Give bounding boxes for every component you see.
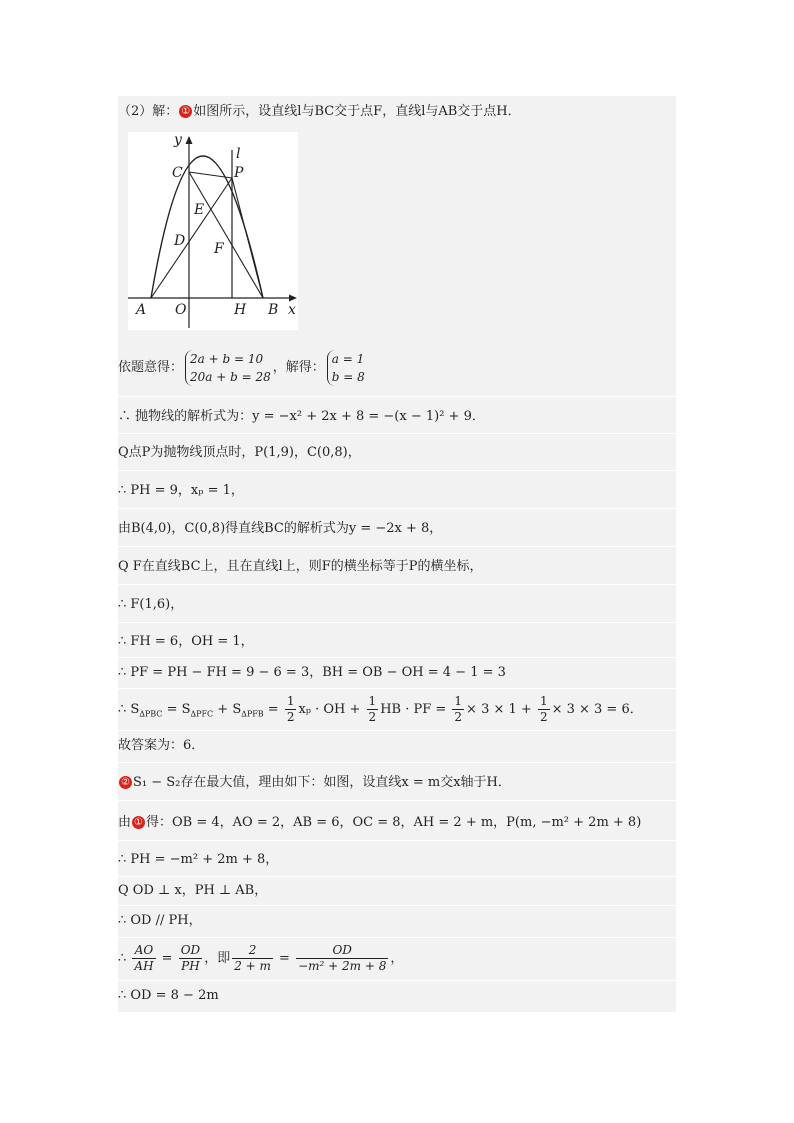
fraction-den: −m² + 2m + 8: [298, 959, 387, 973]
fraction-half: [367, 694, 379, 725]
label-l: l: [236, 146, 241, 162]
label-x: x: [288, 302, 296, 318]
line-area-sum: [118, 692, 643, 728]
fraction-ao-ah: [132, 943, 155, 974]
parabola-curve: [151, 156, 263, 298]
fraction-half: [538, 694, 550, 725]
line-ratio: [118, 939, 403, 979]
system-solution: [327, 350, 365, 386]
label-D: D: [174, 233, 186, 249]
separator: [118, 396, 676, 397]
separator: [118, 762, 676, 763]
separator: [118, 470, 676, 471]
fraction-num: 1: [286, 694, 295, 708]
fraction-num: OD: [180, 943, 201, 957]
fraction-num: AO: [132, 943, 155, 959]
label-H: H: [234, 302, 247, 318]
fraction-den: PH: [181, 959, 200, 973]
section-heading: （2）解：: [118, 104, 179, 119]
system-equations: [185, 350, 271, 386]
label-C: C: [172, 165, 183, 181]
heading-line: [118, 97, 521, 127]
separator: [118, 546, 676, 547]
fraction-den: 2: [539, 710, 548, 724]
area-term-2: HB · PF =: [380, 702, 451, 717]
area-term-3: × 3 × 1 +: [466, 702, 536, 717]
label-y: y: [174, 132, 182, 148]
separator: [118, 433, 676, 434]
line-part2-intro: [118, 768, 511, 798]
fraction-2-over-2m: [232, 943, 273, 974]
system-line: [118, 348, 367, 388]
label-F: F: [214, 241, 224, 257]
line-ph-expression: ∴ PH = −m² + 2m + 8，: [118, 852, 279, 867]
line-bc-equation: 由B(4,0)，C(0,8)得直线BC的解析式为y = −2x + 8，: [118, 521, 443, 536]
parabola-figure: [128, 132, 298, 330]
part2-intro-text: S₁ − S₂存在最大值，理由如下：如图，设直线x = m交x轴于H．: [133, 775, 511, 790]
separator: [118, 800, 676, 801]
label-O: O: [175, 302, 187, 318]
area-equals: =: [263, 702, 283, 717]
area-result: × 3 × 3 = 6．: [551, 702, 643, 717]
separator: [118, 688, 676, 689]
line-od-result: ∴ OD = 8 − 2m: [118, 988, 219, 1003]
system-prefix: 依题意得：: [118, 360, 184, 375]
lengths-prefix: 由: [118, 815, 132, 830]
fraction-num: OD: [296, 943, 388, 959]
fraction-den: 2 + m: [234, 959, 271, 973]
ratio-equals: =: [157, 951, 177, 966]
ratio-mid: ，即: [204, 951, 231, 966]
fraction-den: 2: [286, 710, 295, 724]
figure-svg: [128, 132, 298, 330]
y-axis-arrow: [186, 136, 193, 144]
separator: [118, 840, 676, 841]
label-E: E: [194, 202, 205, 218]
line-fh-oh: ∴ FH = 6，OH = 1，: [118, 634, 254, 649]
segment-CB: [189, 172, 263, 298]
area-sub-pbc: ∆PBC: [139, 709, 163, 719]
line-parallel: ∴ OD // PH，: [118, 913, 202, 928]
fraction-den: AH: [134, 959, 154, 973]
ref-part1-marker: ①: [132, 816, 145, 829]
line-f-abscissa: Q F在直线BC上，且在直线l上，则F的横坐标等于P的横坐标，: [118, 559, 483, 574]
part1-marker: ①: [179, 105, 192, 118]
area-sub-pfb: ∆PFB: [241, 709, 264, 719]
x-axis-arrow: [289, 295, 297, 302]
segment-PB: [232, 178, 263, 298]
area-s1: ∴ S: [118, 702, 140, 717]
equation-1: 2a + b = 10: [190, 351, 264, 366]
label-A: A: [136, 302, 147, 318]
fraction-den: 2: [454, 710, 463, 724]
separator: [118, 508, 676, 509]
separator: [118, 584, 676, 585]
line-vertex-point: Q点P为抛物线顶点时，P(1,9)，C(0,8)，: [118, 445, 361, 460]
line-f-point: ∴ F(1,6)，: [118, 597, 184, 612]
lengths-text: 得：OB = 4，AO = 2，AB = 6，OC = 8，AH = 2 + m，P(m, −m² + 2m + 8): [146, 815, 642, 830]
solution-b: b = 8: [331, 369, 365, 384]
fraction-half: [452, 694, 464, 725]
fraction-od-ph: [179, 943, 202, 974]
area-term-1: xₚ · OH +: [298, 702, 365, 717]
label-B: B: [268, 302, 279, 318]
separator: [118, 622, 676, 623]
separator: [118, 937, 676, 938]
area-s2: = S: [162, 702, 191, 717]
system-mid: ，解得：: [272, 360, 325, 375]
area-sub-pfc: ∆PFC: [190, 709, 214, 719]
equation-2: 20a + b = 28: [190, 369, 271, 384]
part2-marker: ②: [119, 776, 132, 789]
heading-text: 如图所示，设直线l与BC交于点F，直线l与AB交于点H．: [193, 104, 521, 119]
solution-a: a = 1: [331, 351, 365, 366]
label-P: P: [234, 165, 244, 181]
separator: [118, 905, 676, 906]
ratio-prefix: ∴: [118, 951, 131, 966]
line-lengths: [118, 808, 641, 838]
line-answer: 故答案为：6．: [118, 738, 205, 753]
fraction-num: 2: [232, 943, 273, 959]
ratio-end: ，: [390, 951, 404, 966]
ratio-equals: =: [274, 951, 295, 966]
segment-CP: [189, 172, 232, 178]
line-ph-value: ∴ PH = 9，xₚ = 1，: [118, 483, 244, 498]
line-perpendicular: Q OD ⊥ x，PH ⊥ AB，: [118, 883, 268, 898]
area-s3: + S: [213, 702, 242, 717]
line-parabola-expression: ∴ 抛物线的解析式为：y = −x² + 2x + 8 = −(x − 1)² + 9．: [118, 409, 485, 424]
fraction-num: 1: [368, 694, 377, 708]
fraction-num: 1: [454, 694, 463, 708]
fraction-den: 2: [368, 710, 377, 724]
fraction-half: [285, 694, 297, 725]
fraction-num: 1: [539, 694, 548, 708]
line-pf-bh: ∴ PF = PH − FH = 9 − 6 = 3，BH = OB − OH = 4 − 1 = 3: [118, 665, 506, 680]
fraction-od-quadratic: [296, 943, 388, 974]
